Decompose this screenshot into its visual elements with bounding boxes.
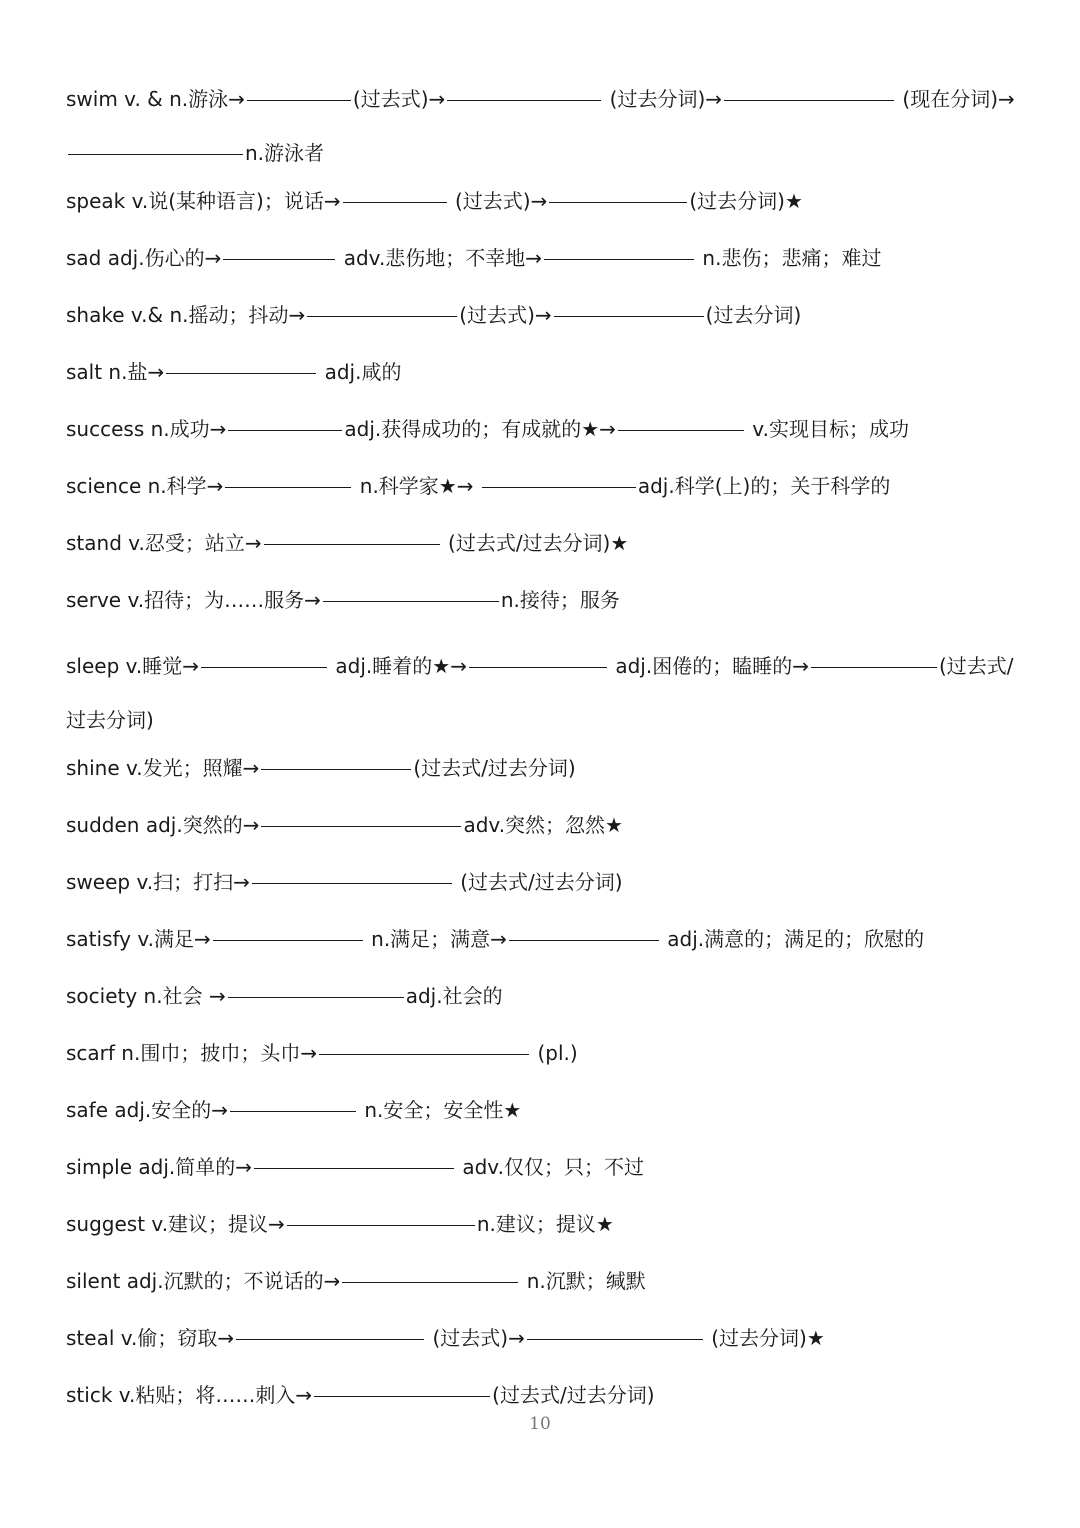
entry-text: society n.社会 → [66, 984, 226, 1008]
entry-text: (过去分词)★ [689, 189, 803, 213]
entry-text: suggest v.建议；提议→ [66, 1212, 285, 1236]
entry-text: adj.获得成功的；有成就的★→ [344, 417, 616, 441]
entry-text: (现在分词)→ [896, 87, 1015, 111]
answer-blank [342, 1281, 518, 1283]
vocab-entry [66, 582, 1016, 618]
vocab-entry [66, 354, 1016, 390]
entry-text: adj.满意的；满足的；欣慰的 [660, 927, 925, 951]
answer-blank [811, 666, 937, 668]
vocab-entry [66, 1149, 1016, 1185]
answer-blank [247, 99, 351, 101]
vocab-entry [66, 864, 1016, 900]
answer-blank [447, 99, 601, 101]
answer-blank [264, 543, 440, 545]
vocab-entry [66, 1320, 1016, 1356]
answer-blank [469, 666, 607, 668]
entry-text: shine v.发光；照耀→ [66, 756, 260, 780]
answer-blank [618, 429, 744, 431]
vocab-entry [66, 750, 1016, 786]
entry-text: n.接待；服务 [500, 588, 620, 612]
answer-blank [252, 882, 452, 884]
answer-blank [287, 1224, 475, 1226]
entry-text: n.悲伤；悲痛；难过 [696, 246, 882, 270]
entry-text: (pl.) [531, 1041, 578, 1065]
entry-text: (过去分词)★ [704, 1326, 825, 1350]
answer-blank [544, 258, 694, 260]
vocab-entry [66, 525, 1016, 561]
vocab-entry [66, 1035, 1016, 1071]
vocabulary-list [66, 72, 1016, 1434]
entry-text: silent adj.沉默的；不说话的→ [66, 1269, 341, 1293]
entry-text: adv.仅仅；只；不过 [456, 1155, 644, 1179]
entry-text: (过去式/过去分词) [453, 870, 623, 894]
answer-blank [314, 1395, 490, 1397]
vocab-entry [66, 72, 1016, 180]
entry-text: satisfy v.满足→ [66, 927, 211, 951]
entry-text: sweep v.扫；打扫→ [66, 870, 250, 894]
vocab-entry [66, 1206, 1016, 1242]
vocab-entry [66, 1263, 1016, 1299]
entry-text: sad adj.伤心的→ [66, 246, 222, 270]
answer-blank [228, 996, 404, 998]
answer-blank [319, 1053, 529, 1055]
answer-blank [166, 372, 316, 374]
answer-blank [230, 1110, 356, 1112]
vocab-entry [66, 639, 1016, 747]
entry-text: success n.成功→ [66, 417, 227, 441]
answer-blank [223, 258, 335, 260]
entry-text: (过去式/过去分词) [66, 654, 1014, 732]
entry-text: sleep v.睡觉→ [66, 654, 200, 678]
answer-blank [323, 600, 499, 602]
entry-text: (过去式)→ [448, 189, 548, 213]
answer-blank [261, 768, 411, 770]
vocab-entry [66, 297, 1016, 333]
vocab-entry [66, 468, 1016, 504]
answer-blank [225, 486, 351, 488]
page-number: 10 [529, 1414, 551, 1434]
entry-text: n.建议；提议★ [476, 1212, 614, 1236]
entry-text: adj.社会的 [405, 984, 503, 1008]
entry-text: safe adj.安全的→ [66, 1098, 229, 1122]
entry-text: n.沉默；缄默 [520, 1269, 646, 1293]
entry-text: n.安全；安全性★ [358, 1098, 522, 1122]
answer-blank [549, 201, 687, 203]
entry-text: stand v.忍受；站立→ [66, 531, 262, 555]
entry-text: swim v. & n.游泳→ [66, 87, 245, 111]
answer-blank [254, 1167, 454, 1169]
vocab-entry [66, 411, 1016, 447]
entry-text: shake v.& n.摇动；抖动→ [66, 303, 306, 327]
vocab-entry [66, 807, 1016, 843]
entry-text: adj.困倦的；瞌睡的→ [608, 654, 809, 678]
entry-text: adj.科学(上)的；关于科学的 [637, 474, 891, 498]
entry-text: n.满足；满意→ [364, 927, 507, 951]
answer-blank [724, 99, 894, 101]
answer-blank [554, 315, 704, 317]
entry-text: (过去式)→ [352, 87, 446, 111]
answer-blank [307, 315, 457, 317]
answer-blank [509, 939, 659, 941]
vocab-entry [66, 921, 1016, 957]
entry-text: v.实现目标；成功 [745, 417, 909, 441]
entry-text: steal v.偷；窃取→ [66, 1326, 235, 1350]
answer-blank [201, 666, 327, 668]
entry-text: salt n.盐→ [66, 360, 165, 384]
vocab-entry [66, 978, 1016, 1014]
entry-text: (过去式/过去分词) [413, 756, 576, 780]
entry-text: (过去式)→ [426, 1326, 525, 1350]
entry-text: scarf n.围巾；披巾；头巾→ [66, 1041, 318, 1065]
entry-text: adj.咸的 [318, 360, 402, 384]
entry-text: (过去式/过去分词) [492, 1383, 655, 1407]
entry-text: n.游泳者 [245, 141, 325, 165]
entry-text: (过去分词) [705, 303, 802, 327]
answer-blank [213, 939, 363, 941]
entry-text: science n.科学→ [66, 474, 224, 498]
answer-blank [527, 1338, 703, 1340]
answer-blank [68, 153, 243, 155]
vocab-entry [66, 1092, 1016, 1128]
answer-blank [261, 825, 461, 827]
entry-text: adj.睡着的★→ [329, 654, 467, 678]
entry-text: adv.突然；忽然★ [463, 813, 623, 837]
entry-text: sudden adj.突然的→ [66, 813, 260, 837]
entry-text: (过去式)→ [459, 303, 552, 327]
entry-text: (过去分词)→ [603, 87, 723, 111]
vocab-entry [66, 1377, 1016, 1413]
entry-text: serve v.招待；为……服务→ [66, 588, 321, 612]
entry-text: adv.悲伤地；不幸地→ [337, 246, 543, 270]
entry-text: simple adj.简单的→ [66, 1155, 252, 1179]
entry-text: stick v.粘贴；将……刺入→ [66, 1383, 313, 1407]
entry-text: n.科学家★→ [353, 474, 480, 498]
vocab-entry [66, 183, 1016, 219]
vocab-entry [66, 240, 1016, 276]
answer-blank [343, 201, 447, 203]
answer-blank [228, 429, 342, 431]
entry-text: speak v.说(某种语言)；说话→ [66, 189, 341, 213]
entry-text: (过去式/过去分词)★ [441, 531, 629, 555]
answer-blank [236, 1338, 424, 1340]
answer-blank [482, 486, 636, 488]
